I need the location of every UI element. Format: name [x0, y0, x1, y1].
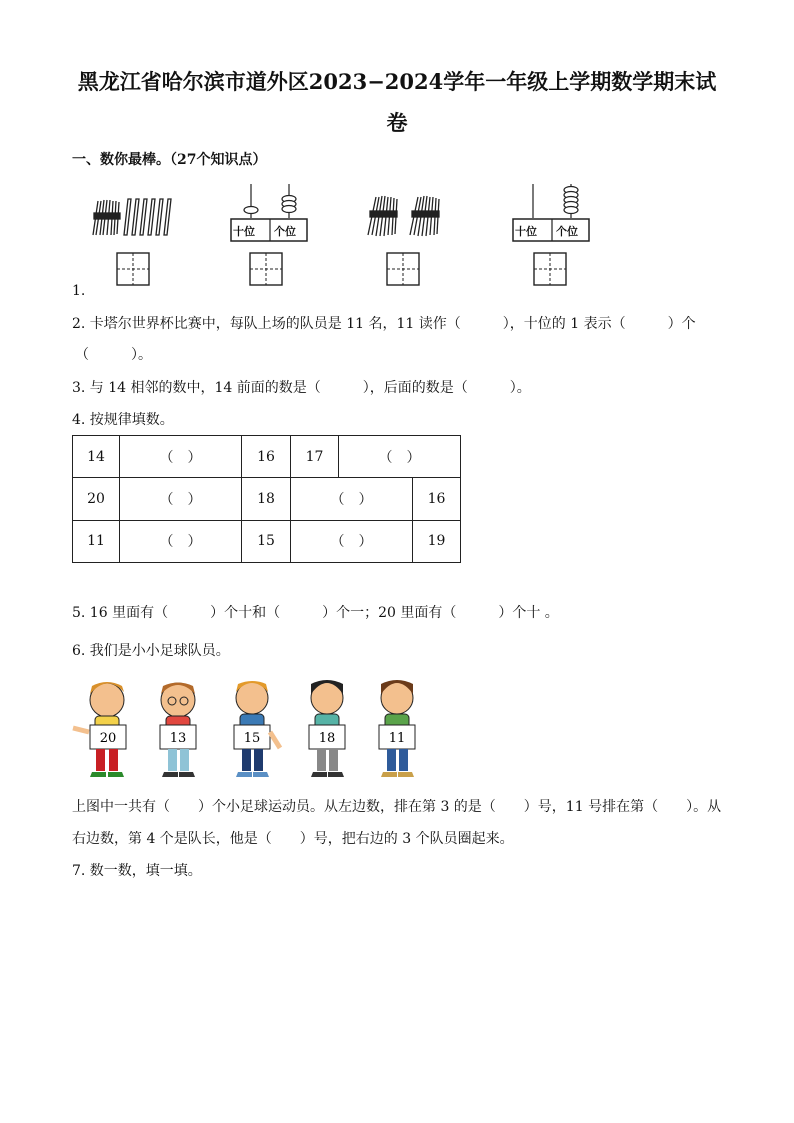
table-cell: 20	[73, 478, 120, 520]
blank-cell[interactable]: （ ）	[291, 478, 413, 520]
q1-number: 1.	[72, 283, 86, 299]
q1-ones-label-b: 个位	[556, 225, 578, 238]
q3-text: 3. 与 14 相邻的数中，14 前面的数是（ ），后面的数是（ ）。	[72, 380, 531, 396]
player-number: 18	[318, 731, 336, 746]
table-row	[73, 478, 461, 520]
player-number: 11	[388, 731, 406, 746]
blank-cell[interactable]: （ ）	[120, 436, 242, 478]
player-3	[234, 681, 280, 777]
page-title: 黑龙江省哈尔滨市道外区2023−2024学年一年级上学期数学期末试	[77, 69, 717, 94]
player-number: 15	[243, 731, 261, 746]
section-heading: 一、数你最棒。（27个知识点）	[72, 152, 267, 168]
q1-answer-box-3[interactable]	[386, 252, 420, 286]
table-row	[73, 436, 461, 478]
player-5	[379, 680, 415, 777]
table-cell: 16	[242, 436, 291, 478]
q6-line2: 右边数，第 4 个是队长，他是（ ）号，把右边的 3 个队员圈起来。	[72, 831, 514, 847]
q6-line1: 上图中一共有（ ）个小足球运动员。从左边数，排在第 3 的是（ ）号，11 号排在第（ ）。从	[72, 799, 722, 815]
blank-cell[interactable]: （ ）	[291, 520, 413, 562]
table-cell: 18	[242, 478, 291, 520]
blank-cell[interactable]: （ ）	[120, 478, 242, 520]
player-number: 13	[169, 731, 187, 746]
table-cell: 11	[73, 520, 120, 562]
table-cell: 15	[242, 520, 291, 562]
q4-pattern-table	[72, 435, 461, 563]
blank-cell[interactable]: （ ）	[339, 436, 461, 478]
q4-text: 4. 按规律填数。	[72, 412, 174, 428]
table-cell: 14	[73, 436, 120, 478]
table-cell: 19	[413, 520, 461, 562]
q2-line1: 2. 卡塔尔世界杯比赛中，每队上场的队员是 11 名，11 读作（ ），十位的 1 表示（ ）个	[72, 316, 696, 332]
page-title-continued: 卷	[386, 110, 408, 135]
blank-cell[interactable]: （ ）	[120, 520, 242, 562]
player-2	[160, 683, 196, 778]
q1-bundles-and-sticks	[88, 193, 178, 241]
q1-answer-box-1[interactable]	[116, 252, 150, 286]
table-cell: 17	[291, 436, 339, 478]
table-row	[73, 520, 461, 562]
q2-line2: （ ）。	[75, 347, 152, 363]
q1-answer-box-4[interactable]	[533, 252, 567, 286]
q1-two-bundles	[362, 191, 452, 243]
q1-tens-label-a: 十位	[233, 225, 255, 238]
table-cell: 16	[413, 478, 461, 520]
player-4	[309, 680, 345, 777]
q6-text: 6. 我们是小小足球队员。	[72, 643, 230, 659]
q1-answer-box-2[interactable]	[249, 252, 283, 286]
q6-players-illustration	[70, 676, 430, 782]
q1-tens-label-b: 十位	[515, 225, 537, 238]
q1-ones-label-a: 个位	[274, 225, 296, 238]
player-1	[73, 682, 126, 777]
q7-text: 7. 数一数，填一填。	[72, 863, 202, 879]
player-number: 20	[99, 731, 117, 746]
q5-text: 5. 16 里面有（ ）个十和（ ）个一；20 里面有（ ）个十 。	[72, 605, 559, 621]
